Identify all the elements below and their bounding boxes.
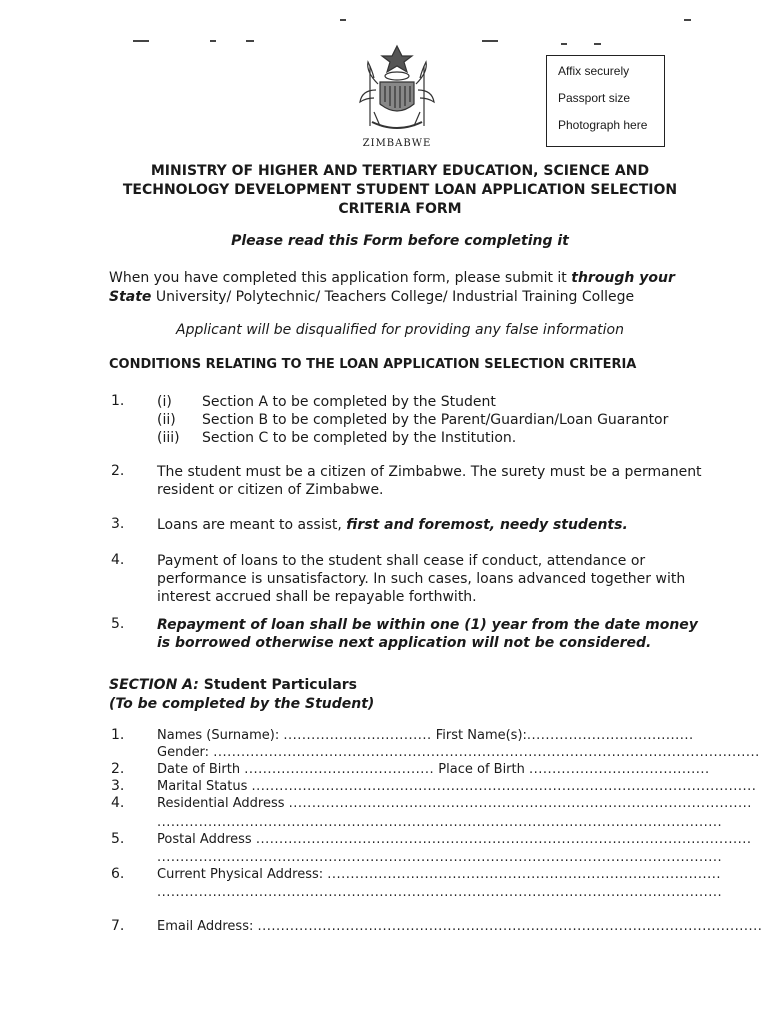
field-label: Residential Address [157, 796, 289, 811]
field-label: First Name(s): [431, 728, 527, 743]
coat-of-arms-icon [352, 42, 442, 138]
section-title: Student Particulars [198, 677, 358, 693]
field-label: Current Physical Address: [157, 867, 328, 882]
form-title [100, 162, 700, 219]
residential-address-continued[interactable] [157, 814, 723, 831]
scan-speck [246, 40, 254, 42]
field-number: 5. [111, 831, 125, 847]
coat-of-arms-emblem [352, 42, 442, 150]
condition-text: The student must be a citizen of Zimbabwe. The surety must be a permanent resident or citizen of Zimbabwe. [157, 464, 702, 498]
photo-box-line: Passport size [558, 91, 631, 105]
marital-status-field[interactable] [157, 778, 757, 795]
title-line: CRITERIA FORM [338, 201, 462, 217]
section-subtitle: (To be completed by the Student) [109, 696, 375, 712]
field-number: 6. [111, 866, 125, 882]
fill-line[interactable]: ........................................................................................................... [255, 832, 752, 847]
fill-line[interactable]: ............................................................................................................. [257, 919, 763, 934]
condition-sub-text: Section A to be completed by the Student [202, 394, 496, 410]
fill-line[interactable]: .................................... [526, 728, 694, 743]
scan-speck [594, 43, 601, 45]
fill-line[interactable]: ....................................... [529, 762, 710, 777]
condition-roman: (i) [157, 394, 172, 410]
passport-photo-box [546, 55, 665, 147]
condition-plain: Loans are meant to assist, [157, 517, 347, 533]
field-label: Gender: [157, 745, 214, 760]
photo-box-line: Affix securely [558, 64, 630, 78]
fill-line[interactable]: .......................................................................................................................... [157, 850, 723, 865]
residential-address-field[interactable] [157, 795, 752, 812]
physical-address-continued[interactable] [157, 884, 723, 901]
field-number: 1. [111, 727, 125, 743]
condition-text: Payment of loans to the student shall cease if conduct, attendance or performance is unsatisfactory. In such cases, loans advanced together with interest accrued shall be repayable forthwith. [157, 553, 686, 605]
scan-speck [340, 19, 346, 21]
condition-number: 1. [111, 393, 125, 409]
title-line: MINISTRY OF HIGHER AND TERTIARY EDUCATION, SCIENCE AND [150, 163, 650, 179]
submission-instructions [109, 269, 709, 307]
intro-text: When you have completed this application form, please submit it [109, 270, 572, 286]
gender-field[interactable] [157, 744, 760, 761]
conditions-heading: CONDITIONS RELATING TO THE LOAN APPLICATION SELECTION CRITERIA [109, 357, 637, 372]
section-label: SECTION A: [109, 677, 199, 693]
fill-line[interactable]: .......................................................................................................................... [157, 815, 723, 830]
scan-speck [482, 40, 498, 42]
fill-line[interactable]: .................................................................................................... [288, 796, 752, 811]
condition-sub-text: Section C to be completed by the Institution. [202, 430, 517, 446]
field-label: Place of Birth [434, 762, 529, 777]
intro-emphasis: through your State [109, 270, 675, 305]
fill-line[interactable]: ......................................... [244, 762, 435, 777]
birth-field[interactable] [157, 761, 710, 778]
field-number: 4. [111, 795, 125, 811]
scan-speck [684, 19, 691, 21]
condition-sub-text: Section B to be completed by the Parent/Guardian/Loan Guarantor [202, 412, 669, 428]
field-label: Marital Status [157, 779, 252, 794]
condition-roman: (ii) [157, 412, 176, 428]
field-number: 3. [111, 778, 125, 794]
section-a-heading [109, 676, 374, 714]
condition-roman: (iii) [157, 430, 180, 446]
condition-number: 5. [111, 616, 125, 632]
disqualification-warning: Applicant will be disqualified for providing any false information [176, 322, 624, 338]
field-label: Postal Address [157, 832, 256, 847]
email-address-field[interactable] [157, 918, 763, 935]
scan-speck [561, 43, 567, 45]
condition-emphasis: first and foremost, needy students. [346, 517, 628, 533]
field-label: Email Address: [157, 919, 258, 934]
fill-line[interactable]: .......................................................................................................................... [157, 885, 723, 900]
crest-caption: ZIMBABWE [362, 138, 432, 149]
condition-number: 4. [111, 552, 125, 568]
intro-text: University/ Polytechnic/ Teachers College/ Industrial Training College [151, 289, 635, 305]
fill-line[interactable]: ............................................................................................................. [251, 779, 757, 794]
condition-number: 3. [111, 516, 125, 532]
condition-text: Repayment of loan shall be within one (1) year from the date money is borrowed otherwise next application will not be considered. [157, 617, 698, 651]
field-number: 2. [111, 761, 125, 777]
scan-speck [133, 40, 149, 42]
fill-line[interactable]: ...................................................................................................................... [213, 745, 760, 760]
condition-text [157, 516, 712, 534]
fill-line[interactable]: ..................................................................................... [327, 867, 722, 882]
photo-box-line: Photograph here [558, 118, 648, 132]
title-line: TECHNOLOGY DEVELOPMENT STUDENT LOAN APPLICATION SELECTION [122, 182, 678, 198]
field-label: Date of Birth [157, 762, 245, 777]
names-field[interactable] [157, 727, 702, 744]
scan-speck [210, 40, 216, 42]
postal-address-continued[interactable] [157, 849, 723, 866]
postal-address-field[interactable] [157, 831, 752, 848]
condition-number: 2. [111, 463, 125, 479]
field-label: Names (Surname): [157, 728, 284, 743]
fill-line[interactable]: ................................ [283, 728, 432, 743]
physical-address-field[interactable] [157, 866, 722, 883]
field-number: 7. [111, 918, 125, 934]
please-read-notice: Please read this Form before completing it [231, 233, 569, 249]
